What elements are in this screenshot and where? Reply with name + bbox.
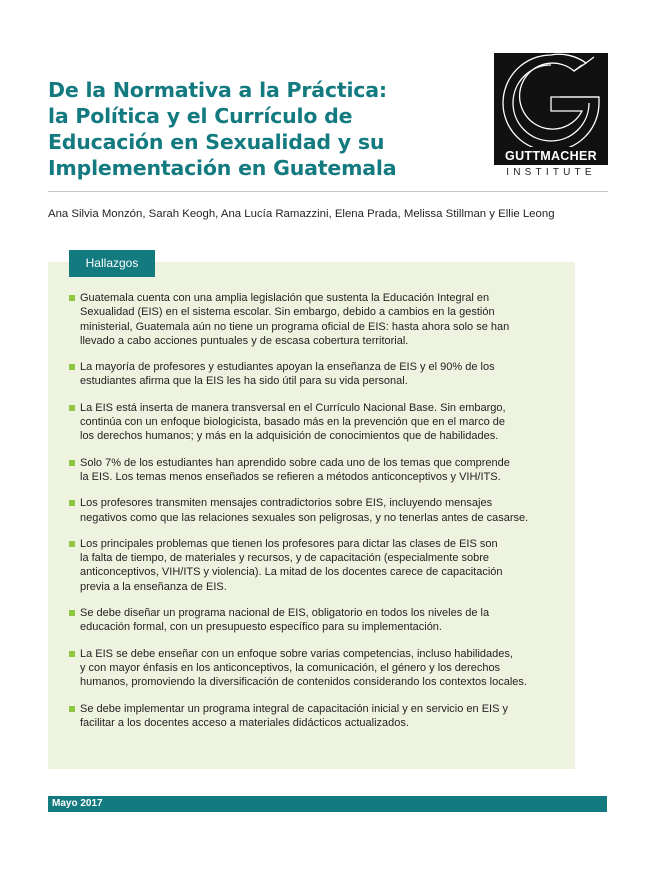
- document-title: [48, 77, 468, 181]
- square-bullet-icon: [69, 364, 75, 370]
- finding-text-line: Guatemala cuenta con una amplia legislación que sustenta la Educación Integral en: [80, 292, 490, 304]
- finding-text-line: La mayoría de profesores y estudiantes apoyan la enseñanza de EIS y el 90% de los: [80, 361, 495, 374]
- title-line: Educación en Sexualidad y su: [48, 130, 385, 154]
- finding-text-line: los derechos humanos; y más en la adquisición de conocimientos que de habilidades.: [80, 430, 499, 443]
- finding-item: [69, 537, 559, 594]
- finding-text-line: Los profesores transmiten mensajes contradictorios sobre EIS, incluyendo mensajes: [80, 497, 493, 510]
- finding-text-line: La EIS se debe enseñar con un enfoque sobre varias competencias, incluso habilidades,: [80, 647, 513, 660]
- footer-bar: [48, 796, 607, 812]
- header-divider: [48, 191, 608, 192]
- guttmacher-g-logo-icon: [494, 53, 608, 159]
- square-bullet-icon: [69, 706, 75, 712]
- finding-text-line: previa a la enseñanza de EIS.: [80, 580, 227, 593]
- finding-text-line: humanos, promoviendo la diversificación de contenidos considerando los contextos locales.: [80, 676, 527, 689]
- square-bullet-icon: [69, 541, 75, 547]
- finding-text-line: estudiantes afirma que la EIS les ha sido útil para su vida personal.: [80, 375, 408, 388]
- finding-text-line: educación formal, con un presupuesto específico para su implementación.: [80, 621, 442, 634]
- finding-text-line: facilitar a los docentes acceso a materiales didácticos actualizados.: [80, 716, 409, 729]
- findings-label: Hallazgos: [69, 250, 155, 277]
- publication-date: Mayo 2017: [52, 798, 103, 809]
- finding-text-line: La EIS está inserta de manera transversal en el Currículo Nacional Base. Sin embargo,: [80, 401, 506, 414]
- finding-item: [69, 606, 559, 635]
- finding-text-line: la EIS. Los temas menos enseñados se refieren a métodos anticonceptivos y VIH/ITS.: [80, 470, 501, 483]
- findings-list: [69, 291, 559, 730]
- finding-text-line: negativos como que las relaciones sexuales son peligrosas, y no tenerlas antes de casarse.: [80, 511, 529, 524]
- title-line: la Política y el Currículo de: [48, 104, 353, 128]
- finding-item: [69, 702, 559, 731]
- finding-text-line: ministerial, Guatemala aún no tiene un programa oficial de EIS: hasta ahora solo se han: [80, 320, 510, 333]
- square-bullet-icon: [69, 610, 75, 616]
- finding-item: [69, 401, 559, 444]
- finding-text-line: anticonceptivos, VIH/ITS y violencia). La mitad de los docentes carece de capacitación: [80, 566, 503, 579]
- square-bullet-icon: [69, 500, 75, 506]
- finding-item: [69, 360, 559, 389]
- square-bullet-icon: [69, 295, 75, 301]
- finding-text-line: la falta de tiempo, de materiales y recursos, y de capacitación (especialmente sobre: [80, 552, 490, 565]
- finding-text-line: Se debe diseñar un programa nacional de EIS, obligatorio en todos los niveles de la: [80, 607, 490, 620]
- finding-text-line: Se debe implementar un programa integral de capacitación inicial y en servicio en EIS y: [80, 702, 509, 715]
- logo-subtitle: INSTITUTE: [506, 167, 596, 178]
- author-list: Ana Silvia Monzón, Sarah Keogh, Ana Lucía Ramazzini, Elena Prada, Melissa Stillman y Ellie Leong: [48, 208, 555, 220]
- finding-item: [69, 647, 559, 690]
- guttmacher-logo: [494, 53, 608, 180]
- square-bullet-icon: [69, 651, 75, 657]
- finding-text-line: llevado a cabo acciones puntuales y de escasa cobertura territorial.: [80, 334, 409, 347]
- finding-item: [69, 291, 559, 348]
- finding-text-line: Solo 7% de los estudiantes han aprendido sobre cada uno de los temas que comprende: [80, 456, 510, 469]
- title-line: De la Normativa a la Práctica:: [48, 78, 387, 102]
- finding-text-line: Sexualidad (EIS) en el sistema escolar. Sin embargo, debido a cambios en la gestión: [80, 306, 495, 319]
- finding-text-line: continúa con un enfoque biologicista, basado más en la prevención que en el marco de: [80, 416, 506, 429]
- logo-name: GUTTMACHER: [494, 147, 608, 165]
- finding-text-line: y con mayor énfasis en los anticonceptivos, la comunicación, el género y los derechos: [80, 661, 501, 674]
- finding-item: [69, 496, 559, 525]
- square-bullet-icon: [69, 460, 75, 466]
- finding-item: [69, 456, 559, 485]
- square-bullet-icon: [69, 405, 75, 411]
- title-line: Implementación en Guatemala: [48, 156, 397, 180]
- finding-text-line: Los principales problemas que tienen los profesores para dictar las clases de EIS son: [80, 537, 498, 550]
